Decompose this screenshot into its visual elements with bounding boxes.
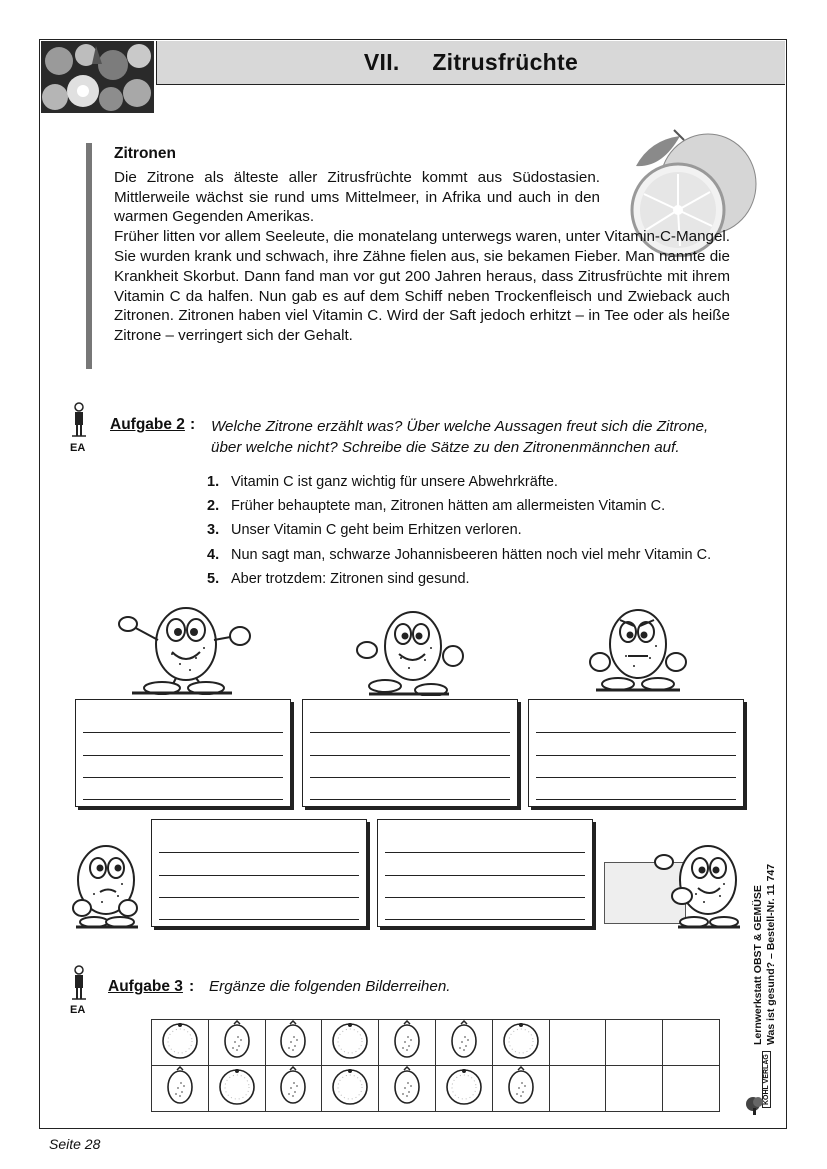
lemon-character-thinking [70,838,142,935]
statement-list [207,470,711,591]
orange-icon [215,1066,259,1106]
chapter-number: VII. [363,49,400,75]
picture-sequence-grid [151,1019,720,1112]
orange-cell [322,1020,379,1066]
orange-icon [158,1020,202,1060]
page-number: Seite 28 [49,1136,101,1152]
lemon-character-angry [588,600,688,699]
lemon-icon [271,1066,315,1106]
list-item: 4. Nun sagt man, schwarze Johannisbeeren hätten noch viel mehr Vitamin C. [207,546,712,563]
list-item: 3. Unser Vitamin C geht beim Erhitzen verloren. [207,522,522,539]
chapter-title [364,49,578,76]
list-item: 2. Früher behauptete man, Zitronen hätten am allermeisten Vitamin C. [207,498,666,515]
empty-cell[interactable] [549,1066,606,1112]
list-item: 1. Vitamin C ist ganz wichtig für unsere Abwehrkräfte. [207,474,558,490]
side-series-info [752,864,778,1045]
table-row [152,1020,720,1066]
info-paragraph-2: Früher litten vor allem Seeleute, die monatelang unterwegs waren, unter Vitamin-C-Mangel. Sie wurden krank und schwach, ihre Zähne fielen aus, sie bekamen Fieber. Man nannte die Krankheit Skorbut. Dann fand man vor gut 200 Jahren heraus, dass Zitrusfrüchte mit ihrem Vitamin C da halfen. Nun gab es auf dem Schiff neben Trockenfleisch und Zwieback auch Zitronen. Zitronen haben viel Vitamin C. Wird der Saft jedoch erhitzt – in Tee oder als heiße Zitrone – verringert sich der Gehalt. [114,228,730,345]
writing-box-1[interactable] [75,699,291,807]
task3-colon: : [189,978,195,995]
lemon-icon [499,1066,543,1106]
task2-colon: : [190,416,196,433]
lemon-cell [379,1066,436,1112]
lemon-cell [265,1020,322,1066]
info-side-bar [86,143,92,369]
orange-cell [492,1020,549,1066]
empty-cell[interactable] [606,1066,663,1112]
lemon-cell [208,1020,265,1066]
chapter-header [156,41,785,85]
orange-cell [152,1020,209,1066]
writing-box-3[interactable] [528,699,744,807]
orange-cell [208,1066,265,1112]
fruit-collage-image [41,41,154,113]
orange-icon [328,1020,372,1060]
lemon-icon [158,1066,202,1106]
lemon-icon [385,1020,429,1060]
info-text-block [114,144,730,346]
task3-instructions: Ergänze die folgenden Bilderreihen. [209,978,451,995]
publisher-tree-icon [744,1094,766,1116]
orange-cell [322,1066,379,1112]
writing-box-4[interactable] [151,819,367,927]
lemon-icon [442,1020,486,1060]
writing-box-5[interactable] [377,819,593,927]
lemon-icon [215,1020,259,1060]
orange-cell [435,1066,492,1112]
lemon-icon [385,1066,429,1106]
empty-cell[interactable] [549,1020,606,1066]
table-row [152,1066,720,1112]
lemon-character-thumbs-up [355,602,465,701]
publisher-logo: KOHL VERLAG [762,1051,771,1108]
task2-title: Aufgabe 2 [110,416,185,433]
lemon-icon [271,1020,315,1060]
side-series-order: Was ist gesund? – Bestell-Nr. 11 747 [765,863,777,1045]
task3-label: EA [70,1004,86,1016]
empty-cell[interactable] [606,1020,663,1066]
person-icon [70,402,90,443]
empty-cell[interactable] [663,1020,720,1066]
lemon-cell [435,1020,492,1066]
lemon-cell [492,1066,549,1112]
task3-title: Aufgabe 3 [108,978,183,995]
chapter-title-text: Zitrusfrüchte [432,49,579,75]
orange-icon [442,1066,486,1106]
task2-label: EA [70,442,86,454]
info-heading: Zitronen [114,145,176,162]
writing-box-2[interactable] [302,699,518,807]
lemon-cell [152,1066,209,1112]
empty-cell[interactable] [663,1066,720,1112]
person-icon [70,965,90,1006]
lemon-cell [265,1066,322,1112]
lemon-character-with-sign [652,838,744,935]
orange-icon [328,1066,372,1106]
orange-icon [499,1020,543,1060]
info-paragraph-1: Die Zitrone als älteste aller Zitrusfrüchte kommt aus Südostasien. Mittlerweile wächst sie rund ums Mittelmeer, in Afrika und auch in den warmen Gegenden Amerikas. [114,168,600,226]
task2-instructions: Welche Zitrone erzählt was? Über welche Aussagen freut sich die Zitrone, über welche nicht? Schreibe die Sätze zu den Zitronenmännchen auf. [211,418,709,456]
lemon-character-happy [114,596,260,701]
side-series-title: Lernwerkstatt OBST & GEMÜSE [752,885,764,1045]
lemon-cell [379,1020,436,1066]
list-item: 5. Aber trotzdem: Zitronen sind gesund. [207,570,470,587]
